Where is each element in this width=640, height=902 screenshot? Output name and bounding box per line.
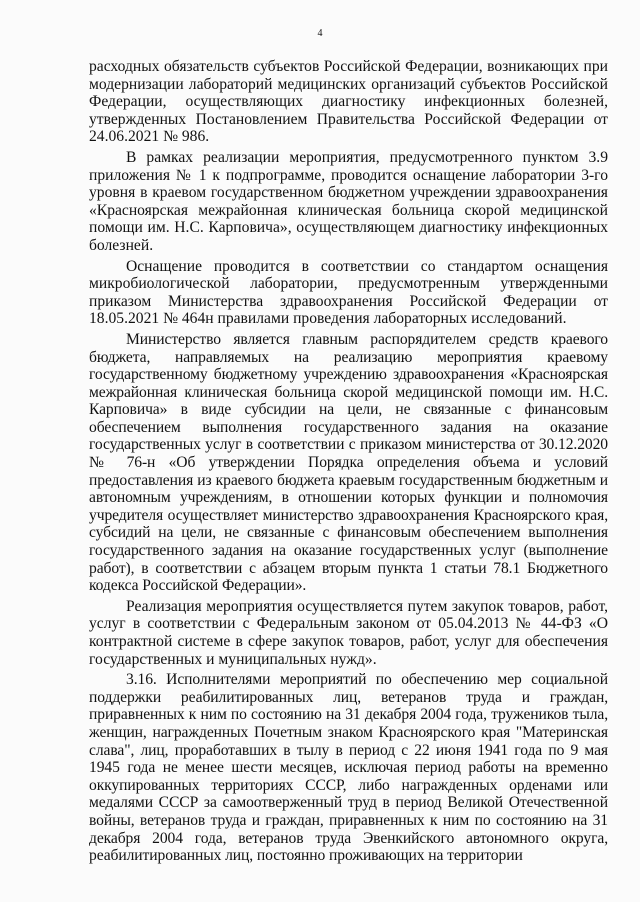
paragraph-procurement: Реализация мероприятия осуществляется путем закупок товаров, работ, услуг в соответствии с Федеральным законом от 05.04.2013 № 44-ФЗ «О контрактной системе в сфере закупок товаров, работ, услуг для обеспечения государственных и муниципальных нужд». (89, 597, 608, 668)
paragraph-section-3-16: 3.16. Исполнителями мероприятий по обеспечению мер социальной поддержки реабилитированных лиц, ветеранов труда и граждан, приравненных к ним по состоянию на 31 декабря 2004 года, тружеников тыла, женщин, награжденных Почетным знаком Красноярского края "Материнская слава", лиц, проработавших в тылу в период с 22 июня 1941 года по 9 мая 1945 года не менее шести месяцев, исключая период работы на временно оккупированных территориях СССР, либо награжденных орденами или медалями СССР за самоотверженный труд в период Великой Отечественной войны, ветеранов труда и граждан, приравненных к ним по состоянию на 31 декабря 2004 года, ветеранов труда Эвенкийского автономного округа, реабилитированных лиц, постоянно проживающих на территории (89, 671, 608, 865)
paragraph-ministry-subsidy: Министерство является главным распорядителем средств краевого бюджета, направляемых на реализацию мероприятия краевому государственному бюджетному учреждению здравоохранения «Красноярская межрайонная клиническая больница скорой медицинской помощи им. Н.С. Карповича» в виде субсидии на цели, не связанные с финансовым обеспечением выполнения государственного задания на оказание государственных услуг в соответствии с приказом министерства от 30.12.2020 № 76-н «Об утверждении Порядка определения объема и условий предоставления из краевого бюджета краевым государственным бюджетным и автономным учреждениям, в отношении которых функции и полномочия учредителя осуществляет министерство здравоохранения Красноярского края, субсидий на цели, не связанные с финансовым обеспечением выполнения государственного задания на оказание государственных услуг (выполнение работ), в соответствии с абзацем вторым пункта 1 статьи 78.1 Бюджетного кодекса Российской Федерации». (89, 330, 608, 595)
paragraph-continuation: расходных обязательств субъектов Российской Федерации, возникающих при модернизации лабораторий медицинских организаций субъектов Российской Федерации, осуществляющих диагностику инфекционных болезней, утвержденных Постановлением Правительства Российской Федерации от 24.06.2021 № 986. (89, 58, 608, 146)
paragraph-lab-equipment: В рамках реализации мероприятия, предусмотренного пунктом 3.9 приложения № 1 к подпрограмме, проводится оснащение лаборатории 3-го уровня в краевом государственном бюджетном учреждении здравоохранения «Красноярская межрайонная клиническая больница скорой медицинской помощи им. Н.С. Карповича», осуществляющем диагностику инфекционных болезней. (89, 148, 608, 254)
paragraph-equipment-standard: Оснащение проводится в соответствии со стандартом оснащения микробиологической лаборатории, предусмотренным утвержденными приказом Министерства здравоохранения Российской Федерации от 18.05.2021 № 464н правилами проведения лабораторных исследований. (89, 257, 608, 328)
document-body (89, 58, 608, 865)
page-number: 4 (317, 28, 323, 39)
